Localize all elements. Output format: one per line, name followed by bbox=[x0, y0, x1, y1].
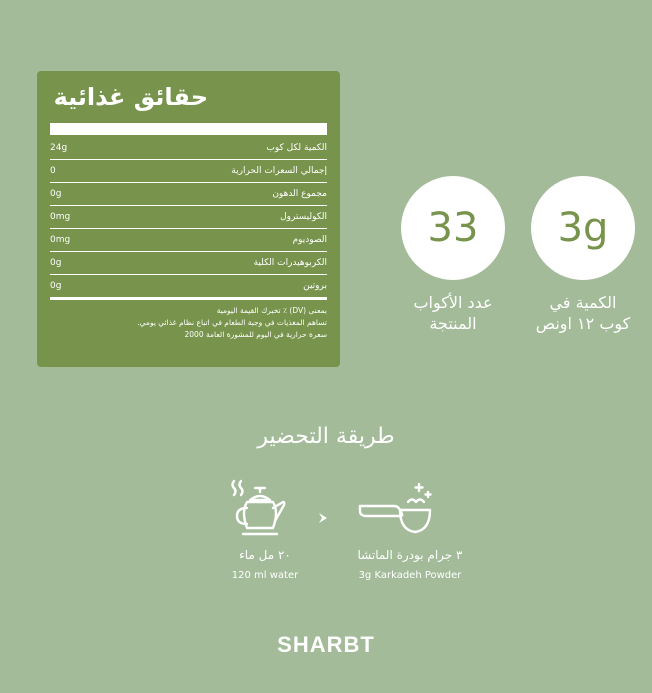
row-value: 0mg bbox=[50, 235, 71, 245]
row-label: مجموع الدهون bbox=[272, 189, 327, 199]
nutrition-row bbox=[50, 275, 327, 298]
thick-divider bbox=[50, 123, 327, 135]
nutrition-row bbox=[50, 183, 327, 206]
note-line: سعرة حرارية في اليوم للمشورة العامة 2000 bbox=[184, 330, 327, 339]
caption-line: المنتجة bbox=[429, 314, 477, 333]
row-value: 0 bbox=[50, 166, 56, 176]
row-value: 0g bbox=[50, 258, 62, 268]
scoop-icon bbox=[356, 480, 436, 538]
cups-count-circle bbox=[401, 176, 505, 280]
row-label: الصوديوم bbox=[292, 235, 327, 245]
nutrition-title: حقائق غذائية bbox=[53, 83, 208, 111]
powder-en: 3g Karkadeh Powder bbox=[358, 570, 462, 581]
bottom-divider bbox=[50, 297, 327, 300]
nutrition-rows bbox=[50, 137, 327, 298]
nutrition-row bbox=[50, 137, 327, 160]
caption-line: عدد الأكواب bbox=[413, 293, 493, 312]
water-step bbox=[210, 548, 320, 581]
water-ar: ٢٠ مل ماء bbox=[239, 548, 291, 562]
caption-line: الكمية في bbox=[549, 293, 617, 312]
nutrition-facts-panel bbox=[37, 71, 340, 367]
row-label: الكربوهيدرات الكلية bbox=[253, 258, 327, 268]
nutrition-row bbox=[50, 206, 327, 229]
note-line: تساهم المغذيات في وجبة الطعام في اتباع نظام غذائي يومي. bbox=[137, 318, 327, 327]
row-label: إجمالي السعرات الحرارية bbox=[231, 166, 327, 176]
nutrition-notes bbox=[50, 305, 327, 341]
row-label: الكمية لكل كوب bbox=[266, 143, 327, 153]
amount-value: 3g bbox=[557, 205, 609, 251]
row-value: 0g bbox=[50, 189, 62, 199]
powder-step bbox=[335, 548, 485, 581]
amount-circle bbox=[531, 176, 635, 280]
note-line: بمعنى (DV) ٪ تخبرك القيمة اليومية bbox=[216, 306, 327, 315]
row-value: 0g bbox=[50, 281, 62, 291]
nutrition-row bbox=[50, 229, 327, 252]
row-label: الكوليسترول bbox=[280, 212, 327, 222]
row-value: 24g bbox=[50, 143, 68, 153]
brand-logo: SHARBT bbox=[277, 632, 375, 657]
teapot-icon bbox=[225, 478, 295, 538]
powder-ar: ٣ جرام بودرة الماتشا bbox=[357, 548, 463, 562]
cups-count-value: 33 bbox=[427, 205, 479, 251]
caption-line: كوب ١٢ اونص bbox=[535, 314, 631, 333]
nutrition-row bbox=[50, 252, 327, 275]
water-en: 120 ml water bbox=[231, 570, 299, 581]
amount-caption bbox=[513, 292, 652, 334]
row-label: بروتين bbox=[303, 281, 327, 291]
arrow-right-icon bbox=[316, 511, 330, 525]
row-value: 0mg bbox=[50, 212, 71, 222]
nutrition-row bbox=[50, 160, 327, 183]
preparation-title: طريقة التحضير bbox=[257, 424, 395, 449]
cups-count-caption bbox=[383, 292, 523, 334]
